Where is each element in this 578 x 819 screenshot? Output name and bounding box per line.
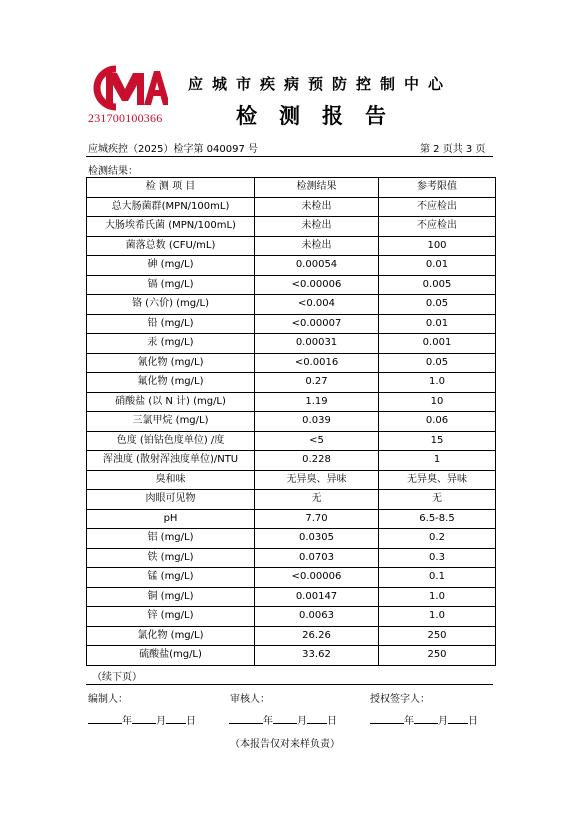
result-cell: 26.26 xyxy=(255,626,379,646)
limit-cell: 无 xyxy=(379,490,496,510)
reviewer-label: 审核人： xyxy=(230,694,270,705)
item-name-cell: 浑浊度 (散射浑浊度单位)/NTU xyxy=(87,451,255,471)
limit-cell: 0.01 xyxy=(379,314,496,334)
result-cell: 0.27 xyxy=(255,373,379,393)
result-cell: 0.0703 xyxy=(255,548,379,568)
limit-cell: 1.0 xyxy=(379,607,496,627)
organization-name: 应城市疾病预防控制中心 xyxy=(188,75,453,93)
result-cell: <0.00007 xyxy=(255,314,379,334)
item-name-cell: 砷 (mg/L) xyxy=(87,256,255,276)
result-cell: 0.00147 xyxy=(255,587,379,607)
item-name-cell: 铬 (六价) (mg/L) xyxy=(87,295,255,315)
table-row xyxy=(87,529,496,549)
item-name-cell: 锰 (mg/L) xyxy=(87,568,255,588)
item-name-cell: 铝 (mg/L) xyxy=(87,529,255,549)
date-line: 年 月 日 xyxy=(370,712,478,727)
item-name-cell: 三氯甲烷 (mg/L) xyxy=(87,412,255,432)
document-number: 应城疾控（2025）检字第 040097 号 xyxy=(88,144,258,155)
result-cell: 无异臭、异味 xyxy=(255,470,379,490)
limit-cell: 0.05 xyxy=(379,353,496,373)
item-name-cell: 氟化物 (mg/L) xyxy=(87,373,255,393)
table-row xyxy=(87,470,496,490)
table-row xyxy=(87,509,496,529)
result-cell: <0.0016 xyxy=(255,353,379,373)
table-row xyxy=(87,626,496,646)
limit-cell: 15 xyxy=(379,431,496,451)
header-item: 检 测 项 目 xyxy=(87,178,255,198)
table-row xyxy=(87,587,496,607)
result-cell: 未检出 xyxy=(255,217,379,237)
table-row xyxy=(87,431,496,451)
item-name-cell: 汞 (mg/L) xyxy=(87,334,255,354)
limit-cell: 1.0 xyxy=(379,373,496,393)
item-name-cell: 铁 (mg/L) xyxy=(87,548,255,568)
result-cell: 33.62 xyxy=(255,646,379,666)
table-row xyxy=(87,353,496,373)
results-table xyxy=(86,177,496,666)
table-row xyxy=(87,256,496,276)
cma-number: 231700100366 xyxy=(88,111,163,125)
table-row xyxy=(87,548,496,568)
item-name-cell: 铅 (mg/L) xyxy=(87,314,255,334)
limit-cell: 0.001 xyxy=(379,334,496,354)
item-name-cell: 大肠埃希氏菌 (MPN/100mL) xyxy=(87,217,255,237)
limit-cell: 无异臭、异味 xyxy=(379,470,496,490)
compiler-label: 编制人： xyxy=(88,694,128,705)
result-cell: <0.00006 xyxy=(255,568,379,588)
table-row xyxy=(87,334,496,354)
limit-cell: 0.06 xyxy=(379,412,496,432)
cma-logo xyxy=(86,65,168,111)
table-row xyxy=(87,314,496,334)
result-cell: 1.19 xyxy=(255,392,379,412)
item-name-cell: 镉 (mg/L) xyxy=(87,275,255,295)
result-cell: 0.0063 xyxy=(255,607,379,627)
item-name-cell: 总大肠菌群(MPN/100mL) xyxy=(87,197,255,217)
table-row xyxy=(87,236,496,256)
table-row xyxy=(87,275,496,295)
item-name-cell: pH xyxy=(87,509,255,529)
item-name-cell: 氰化物 (mg/L) xyxy=(87,353,255,373)
table-row xyxy=(87,217,496,237)
limit-cell: 6.5-8.5 xyxy=(379,509,496,529)
result-cell: <5 xyxy=(255,431,379,451)
table-header-row xyxy=(87,178,496,198)
item-name-cell: 铜 (mg/L) xyxy=(87,587,255,607)
signer-label: 授权签字人： xyxy=(370,694,430,705)
header-result: 检测结果 xyxy=(255,178,379,198)
table-row xyxy=(87,646,496,666)
limit-cell: 0.05 xyxy=(379,295,496,315)
limit-cell: 0.01 xyxy=(379,256,496,276)
item-name-cell: 硫酸盐(mg/L) xyxy=(87,646,255,666)
item-name-cell: 臭和味 xyxy=(87,470,255,490)
limit-cell: 0.1 xyxy=(379,568,496,588)
limit-cell: 10 xyxy=(379,392,496,412)
limit-cell: 250 xyxy=(379,626,496,646)
item-name-cell: 菌落总数 (CFU/mL) xyxy=(87,236,255,256)
table-row xyxy=(87,197,496,217)
result-cell: 0.00054 xyxy=(255,256,379,276)
limit-cell: 0.2 xyxy=(379,529,496,549)
continued-note: （续下页） xyxy=(92,672,142,683)
limit-cell: 1 xyxy=(379,451,496,471)
footer-note: （本报告仅对来样负责） xyxy=(230,739,340,750)
limit-cell: 0.005 xyxy=(379,275,496,295)
item-name-cell: 硝酸盐 (以 N 计) (mg/L) xyxy=(87,392,255,412)
result-cell: 0.0305 xyxy=(255,529,379,549)
result-cell: 无 xyxy=(255,490,379,510)
item-name-cell: 氯化物 (mg/L) xyxy=(87,626,255,646)
table-row xyxy=(87,607,496,627)
header-limit: 参考限值 xyxy=(379,178,496,198)
item-name-cell: 肉眼可见物 xyxy=(87,490,255,510)
limit-cell: 不应检出 xyxy=(379,197,496,217)
limit-cell: 100 xyxy=(379,236,496,256)
table-row xyxy=(87,295,496,315)
limit-cell: 0.3 xyxy=(379,548,496,568)
header-divider xyxy=(86,156,493,157)
result-cell: 0.039 xyxy=(255,412,379,432)
result-cell: 7.70 xyxy=(255,509,379,529)
table-row xyxy=(87,392,496,412)
limit-cell: 不应检出 xyxy=(379,217,496,237)
result-cell: 未检出 xyxy=(255,197,379,217)
section-label: 检测结果： xyxy=(88,166,138,177)
date-line: 年 月 日 xyxy=(229,712,337,727)
item-name-cell: 锌 (mg/L) xyxy=(87,607,255,627)
table-row xyxy=(87,568,496,588)
result-cell: <0.004 xyxy=(255,295,379,315)
result-cell: 0.00031 xyxy=(255,334,379,354)
footer-divider xyxy=(86,684,493,685)
table-row xyxy=(87,373,496,393)
date-line: 年 月 日 xyxy=(88,712,196,727)
item-name-cell: 色度 (铂钴色度单位) /度 xyxy=(87,431,255,451)
report-title: 检测报告 xyxy=(236,103,408,128)
result-cell: <0.00006 xyxy=(255,275,379,295)
result-cell: 未检出 xyxy=(255,236,379,256)
limit-cell: 250 xyxy=(379,646,496,666)
table-row xyxy=(87,490,496,510)
result-cell: 0.228 xyxy=(255,451,379,471)
table-row xyxy=(87,412,496,432)
limit-cell: 1.0 xyxy=(379,587,496,607)
page-info: 第 2 页共 3 页 xyxy=(420,144,486,155)
table-row xyxy=(87,451,496,471)
